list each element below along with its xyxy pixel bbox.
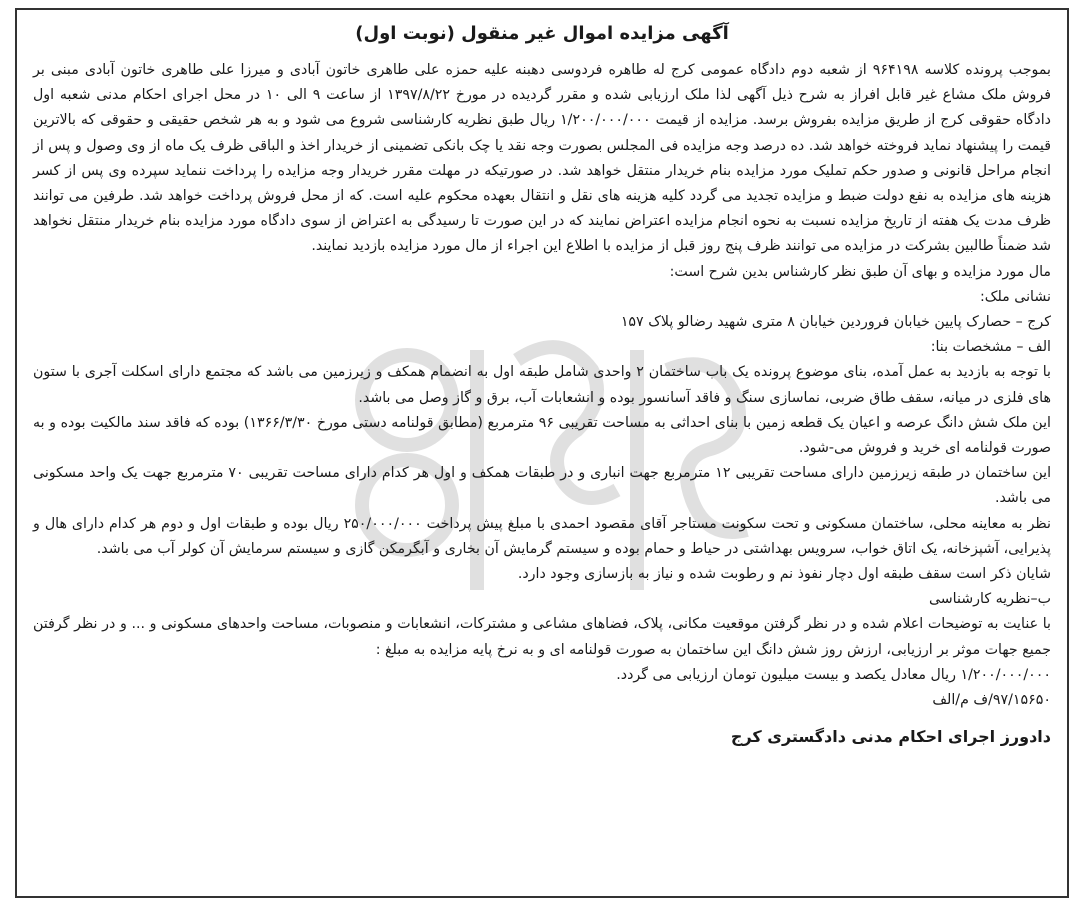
notice-body xyxy=(33,58,1051,713)
notice-frame xyxy=(15,8,1069,898)
signature: دادورز اجرای احکام مدنی دادگستری کرج xyxy=(730,727,1051,747)
notice-title: آگهی مزایده اموال غیر منقول (نوبت اول) xyxy=(355,23,729,44)
expert-opinion-heading: ب–نظریه کارشناسی xyxy=(928,591,1051,608)
building-specs-heading: الف – مشخصات بنا: xyxy=(930,339,1051,356)
floors-description: این ساختمان در طبقه زیرزمین دارای مساحت تقریبی ۱۲ مترمربع جهت انباری و در طبقات همکف و اول هر کدام دارای مساحت تقریبی ۷۰ مترمربع جهت یک واحد مسکونی می باشد. xyxy=(33,465,1052,507)
inspection-description: نظر به معاینه محلی، ساختمان مسکونی و تحت سکونت مستاجر آقای مقصود احمدی با مبلغ پیش پرداخت ۲۵۰/۰۰۰/۰۰۰ ریال بوده و طبقات اول و دوم هر کدام دارای هال و پذیرایی، آشپزخانه، یک اتاق خواب، سرویس بهداشتی در حیاط و حمام بوده و سیستم گرمایش آن بخاری و آبگرمکن گازی و سیستم سرمایش آن کولر آب می باشد. xyxy=(33,515,1051,557)
land-description: این ملک شش دانگ عرصه و اعیان یک قطعه زمین با بنای احداثی به مساحت تقریبی ۹۶ مترمربع (مطابق قولنامه دستی مورخ ۱۳۶۶/۳/۳۰) بوده که فاقد سند مالکیت بوده و به صورت قولنامه ای خرید و فروش می-شود. xyxy=(33,414,1051,457)
damage-note: شایان ذکر است سقف طبقه اول دچار نفوذ نم و رطوبت شده و نیاز به بازسازی وجود دارد. xyxy=(517,566,1051,583)
property-address: کرج – حصارک پایین خیابان فروردین خیابان ۸ متری شهید رضالو پلاک ۱۵۷ xyxy=(620,314,1051,331)
building-description: با توجه به بازدید به عمل آمده، بنای موضوع پرونده یک باب ساختمان ۲ واحدی شامل طبقه اول به انضمام همکف و زیرزمین می باشد که مجتمع دارای اسکلت آجری با ستون های فلزی در میانه، سقف طاق ضربی، نماسازی سنگ و فاقد آسانسور بوده و انشعابات آب، برق و گاز وصل می باشد. xyxy=(33,364,1051,406)
expert-opinion: با عنایت به توضیحات اعلام شده و در نظر گرفتن موقعیت مکانی، پلاک، فضاهای مشاعی و مشترکات، انشعابات و منصوبات، مساحت واحدهای مسکونی و ... و در نظر گرفتن جمیع جهات موثر بر ارزیابی، ارزش روز شش دانگ این ساختمان به صورت قولنامه ای و به نرخ پایه مزایده به مبلغ : xyxy=(33,616,1051,658)
reference-number: ۹۷/۱۵۶۵۰/ف م/الف xyxy=(932,692,1051,709)
property-address-label: نشانی ملک: xyxy=(980,288,1051,305)
appraised-value: ۱/۲۰۰/۰۰۰/۰۰۰ ریال معادل یکصد و بیست میلیون تومان ارزیابی می گردد. xyxy=(616,666,1051,683)
notice-intro-paragraph: بموجب پرونده کلاسه ۹۶۴۱۹۸ از شعبه دوم دادگاه عمومی کرج له طاهره فردوسی دهبنه علیه حمزه علی طاهری خاتون آبادی و میرزا علی طاهری خاتون آبادی مبنی بر فروش ملک مشاع غیر قابل افراز به شرح ذیل آگهی لذا ملک ارزیابی شده و مقرر گردیده در مورخ ۱۳۹۷/۸/۲۲ از ساعت ۹ الی ۱۰ در محل اجرای احکام مدنی شعبه اول دادگاه حقوقی کرج از طریق مزایده بفروش برسد. مزایده از قیمت ۱/۲۰۰/۰۰۰/۰۰۰ ریال طبق نظریه کارشناسی شروع می شود و به هر شخص حقیقی و حقوقی که بالاترین قیمت را پیشنهاد نماید فروخته خواهد شد. ده درصد وجه مزایده فی المجلس بصورت وجه نقد یا چک بانکی تضمینی از خریدار اخذ و الباقی ظرف یک ماه از وی وصول و پس از انجام مراحل قانونی و صدور حکم تملیک مورد مزایده بنام خریدار منتقل خواهد شد. در صورتیکه در مهلت مقرر خریدار وجه مزایده را پرداخت ننماید سپرده وی پس از کسر هزینه های مزایده به نفع دولت ضبط و مزایده تجدید می گردد کلیه هزینه های نقل و انتقال بعهده محکوم علیه است. که از محل فروش پرداخت خواهد شد. طرفین می توانند ظرف مدت یک هفته از تاریخ مزایده نسبت به نحوه انجام مزایده اعتراض نمایند که در این صورت تا رسیدگی به اعتراض از سوی دادگاه مورد مزایده بنام خریدار منتقل نخواهد شد ضمناً طالبین بشرکت در مزایده می توانند ظرف پنج روز قبل از مزایده با اطلاع این اجراء از مال مورد مزایده بازدید نمایند. xyxy=(33,62,1051,255)
auction-item-heading: مال مورد مزایده و بهای آن طبق نظر کارشناس بدین شرح است: xyxy=(669,263,1051,280)
